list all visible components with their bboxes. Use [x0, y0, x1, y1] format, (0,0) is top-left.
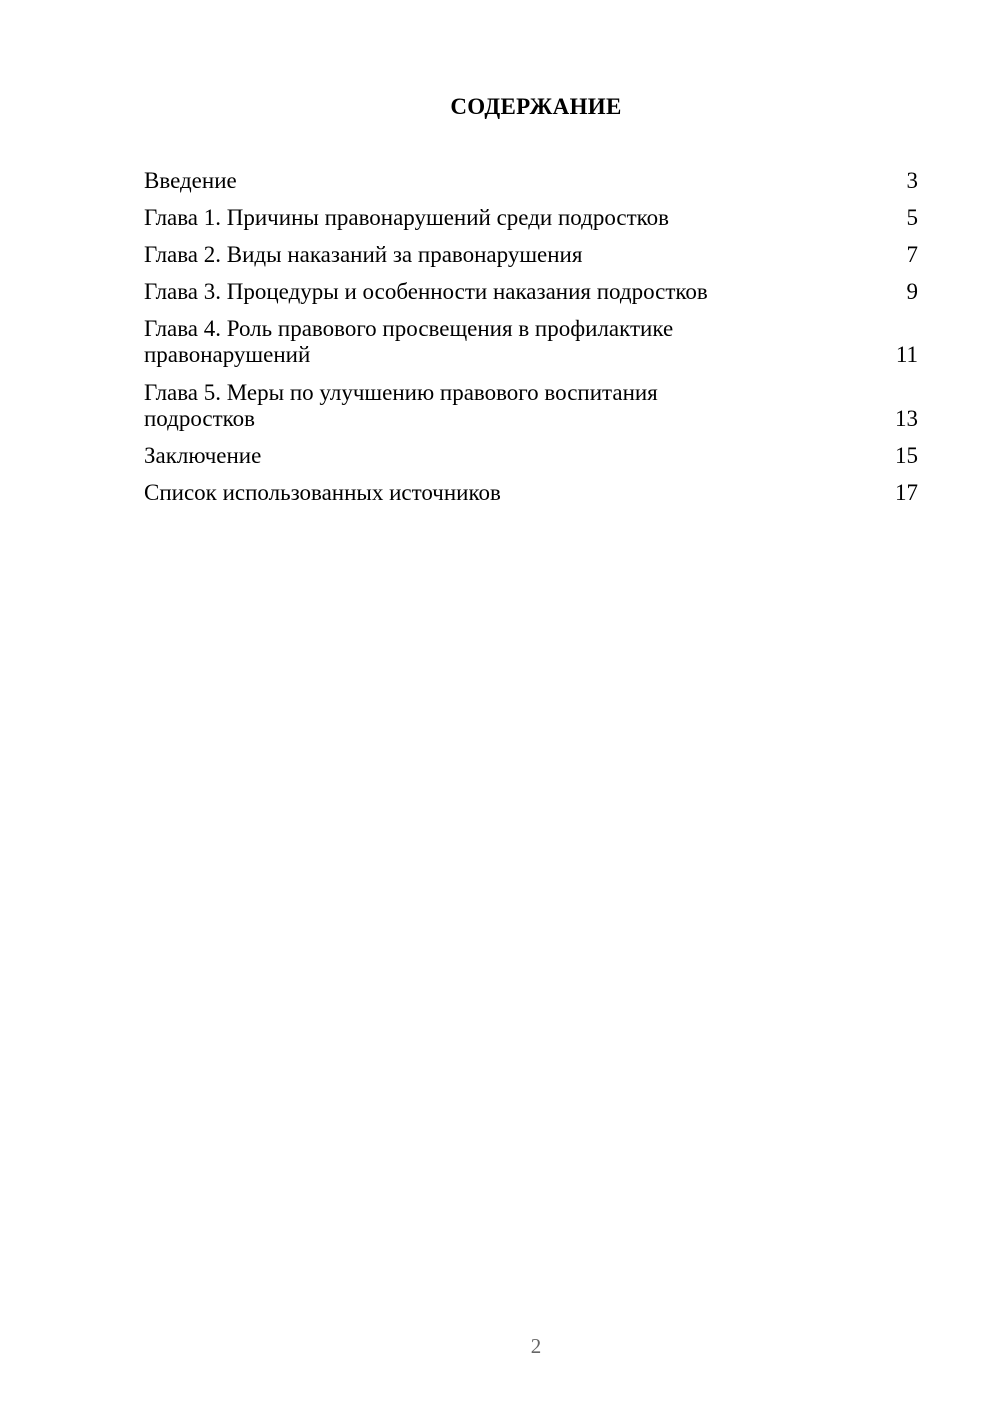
- toc-entry-page-number: 3: [906, 168, 918, 193]
- toc-entry-chapter-4[interactable]: [144, 316, 918, 368]
- page-number: 2: [530, 1334, 542, 1358]
- toc-entry-chapter-2[interactable]: [144, 242, 918, 268]
- toc-entry-page-number: 13: [895, 406, 918, 431]
- toc-entry-conclusion[interactable]: [144, 443, 918, 469]
- toc-entry-title-line-2: правонарушений: [144, 342, 311, 367]
- toc-entry-title: Глава 1. Причины правонарушений среди подростков: [144, 205, 670, 230]
- toc-entry-chapter-3[interactable]: [144, 279, 918, 305]
- toc-entry-title: Введение: [144, 168, 237, 193]
- toc-entry-title-line-1: Глава 4. Роль правового просвещения в профилактике: [144, 316, 674, 341]
- toc-entry-title: Глава 3. Процедуры и особенности наказания подростков: [144, 279, 708, 304]
- toc-entry-title-line-1: Глава 5. Меры по улучшению правового воспитания: [144, 380, 658, 405]
- toc-heading: СОДЕРЖАНИЕ: [450, 94, 622, 119]
- toc-entry-page-number: 11: [895, 342, 918, 367]
- toc-entry-title: Глава 2. Виды наказаний за правонарушения: [144, 242, 583, 267]
- toc-entry-title: Список использованных источников: [144, 480, 501, 505]
- toc-list: [144, 168, 918, 506]
- toc-entry-introduction[interactable]: [144, 168, 918, 194]
- toc-entry-page-number: 17: [895, 480, 918, 505]
- toc-entry-page-number: 15: [895, 443, 918, 468]
- toc-entry-page-number: 5: [906, 205, 918, 230]
- toc-entry-chapter-5[interactable]: [144, 380, 918, 432]
- toc-entry-page-number: 9: [906, 279, 918, 304]
- toc-entry-title-line-2: подростков: [144, 406, 256, 431]
- toc-entry-page-number: 7: [906, 242, 918, 267]
- toc-entry-title: Заключение: [144, 443, 262, 468]
- toc-entry-chapter-1[interactable]: [144, 205, 918, 231]
- toc-entry-references[interactable]: [144, 480, 918, 506]
